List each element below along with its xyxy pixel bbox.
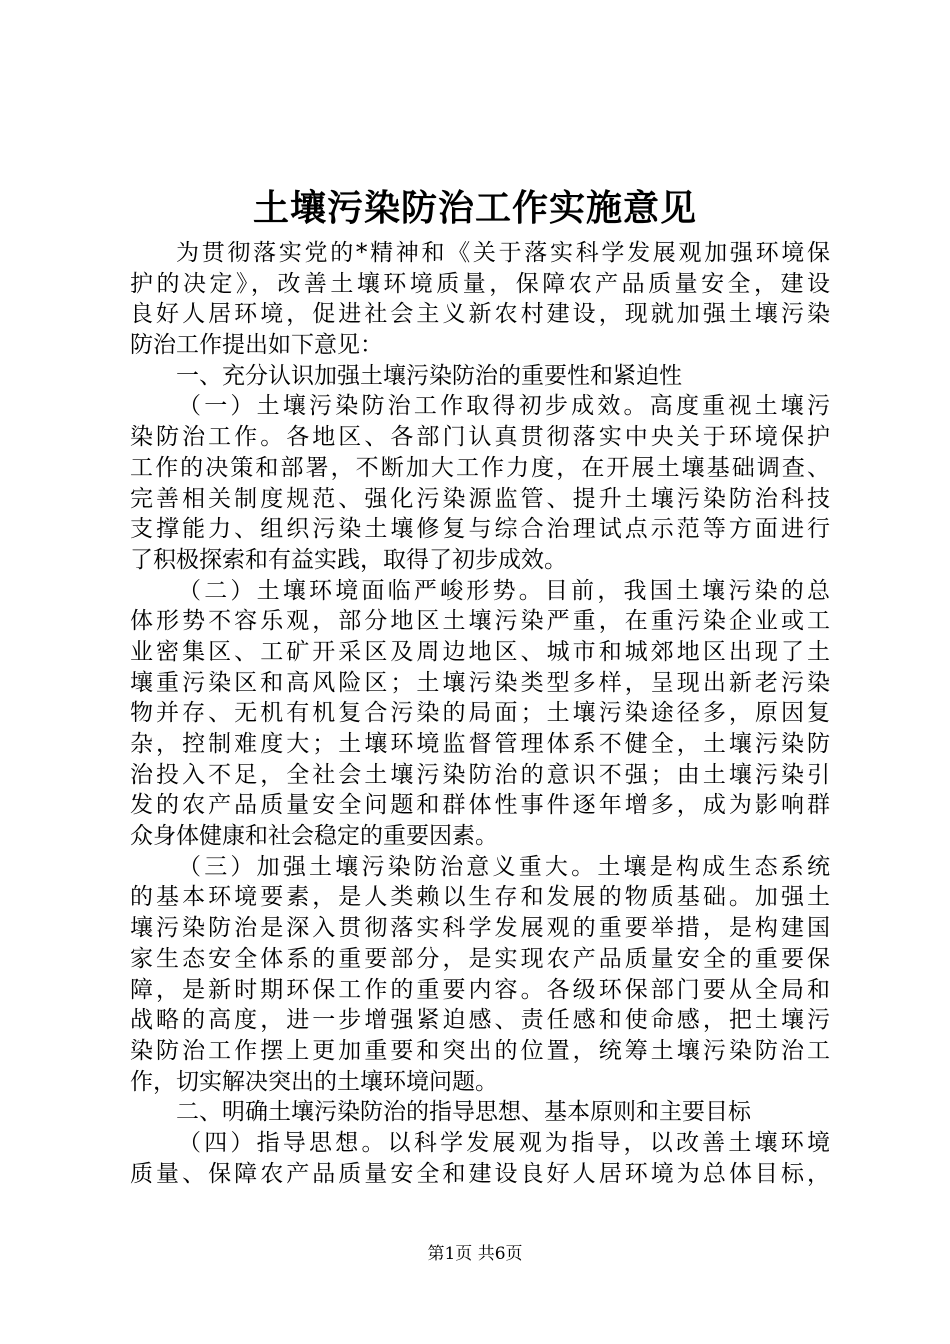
document-title: 土壤污染防治工作实施意见 (252, 187, 697, 229)
body-line: （三）加强土壤污染防治意义重大。土壤是构成生态系统 (178, 853, 830, 880)
body-line: 的基本环境要素，是人类赖以生存和发展的物质基础。加强土 (130, 884, 830, 911)
body-line: （一）土壤污染防治工作取得初步成效。高度重视土壤污 (178, 393, 830, 420)
body-line: 完善相关制度规范、强化污染源监管、提升土壤污染防治科技 (130, 485, 830, 512)
body-line: 良好人居环境，促进社会主义新农村建设，现就加强土壤污染 (130, 301, 830, 328)
body-line: 发的农产品质量安全问题和群体性事件逐年增多，成为影响群 (130, 792, 830, 819)
body-line: 战略的高度，进一步增强紧迫感、责任感和使命感，把土壤污 (130, 1007, 830, 1034)
section-heading: 一、充分认识加强土壤污染防治的重要性和紧迫性 (176, 362, 682, 389)
body-line: 染防治工作摆上更加重要和突出的位置，统筹土壤污染防治工 (130, 1037, 830, 1064)
body-line: 障，是新时期环保工作的重要内容。各级环保部门要从全局和 (130, 976, 830, 1003)
section-heading: 二、明确土壤污染防治的指导思想、基本原则和主要目标 (176, 1099, 751, 1126)
body-line: 体形势不容乐观，部分地区土壤污染严重，在重污染企业或工 (130, 608, 830, 635)
page-number: 第1页 共6页 (427, 1244, 523, 1264)
body-line: 众身体健康和社会稳定的重要因素。 (130, 823, 498, 850)
body-line: （四）指导思想。以科学发展观为指导，以改善土壤环境 (178, 1129, 830, 1156)
body-line: 为贯彻落实党的*精神和《关于落实科学发展观加强环境保 (176, 240, 830, 266)
body-line: 物并存、无机有机复合污染的局面；土壤污染途径多，原因复 (130, 700, 830, 727)
page-footer (0, 1242, 950, 1266)
body-line: 壤重污染区和高风险区；土壤污染类型多样，呈现出新老污染 (130, 669, 830, 696)
body-line: 工作的决策和部署，不断加大工作力度，在开展土壤基础调查、 (130, 454, 830, 481)
body-line: 家生态安全体系的重要部分，是实现农产品质量安全的重要保 (130, 945, 830, 972)
body-line: 作，切实解决突出的土壤环境问题。 (130, 1068, 498, 1095)
body-line: 质量、保障农产品质量安全和建设良好人居环境为总体目标， (130, 1160, 830, 1187)
body-line: 壤污染防治是深入贯彻落实科学发展观的重要举措，是构建国 (130, 915, 830, 942)
body-line: 治投入不足，全社会土壤污染防治的意识不强；由土壤污染引 (130, 761, 830, 788)
body-line: 染防治工作。各地区、各部门认真贯彻落实中央关于环境保护 (130, 424, 830, 451)
body-line: 支撑能力、组织污染土壤修复与综合治理试点示范等方面进行 (130, 516, 830, 543)
body-line: 了积极探索和有益实践，取得了初步成效。 (130, 546, 567, 573)
body-line: （二）土壤环境面临严峻形势。目前，我国土壤污染的总 (178, 577, 830, 604)
body-line: 防治工作提出如下意见： (130, 332, 383, 359)
body-line: 护的决定》，改善土壤环境质量，保障农产品质量安全，建设 (130, 270, 830, 297)
body-line: 杂，控制难度大；土壤环境监督管理体系不健全，土壤污染防 (130, 731, 830, 757)
body-line: 业密集区、工矿开采区及周边地区、城市和城郊地区出现了土 (130, 638, 830, 665)
document-body (130, 238, 830, 1189)
